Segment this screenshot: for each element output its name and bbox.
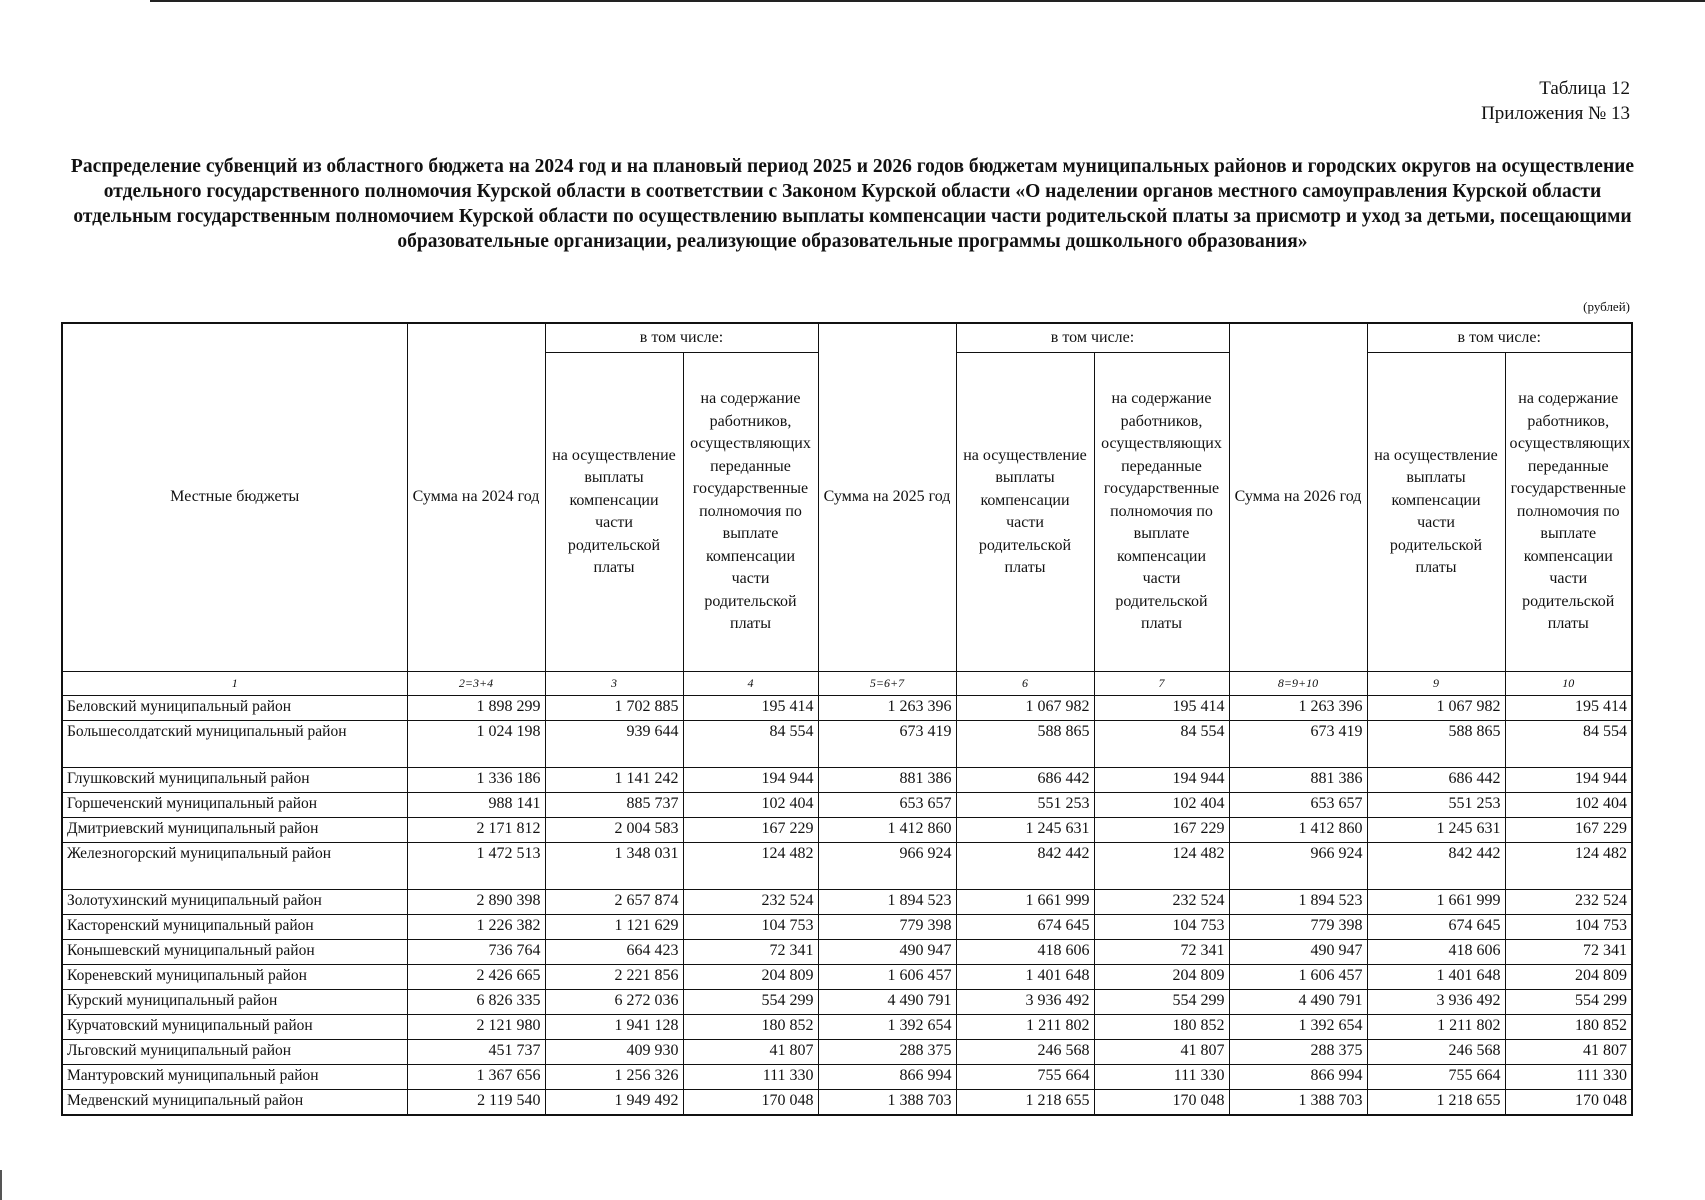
amount-cell: 2 657 874: [545, 890, 683, 915]
column-index: 1: [62, 672, 407, 696]
amount-cell: 102 404: [1505, 793, 1632, 818]
amount-cell: 6 826 335: [407, 990, 545, 1015]
header-payment-2024: на осуществление выплаты компенсации части родительской платы: [545, 353, 683, 672]
top-border-line: [150, 0, 1705, 2]
header-including-2024: в том числе:: [545, 323, 818, 353]
amount-cell: 111 330: [1505, 1065, 1632, 1090]
amount-cell: 686 442: [956, 768, 1094, 793]
amount-cell: 3 936 492: [956, 990, 1094, 1015]
amount-cell: 2 221 856: [545, 965, 683, 990]
amount-cell: 1 218 655: [1367, 1090, 1505, 1116]
amount-cell: 1 412 860: [1229, 818, 1367, 843]
amount-cell: 4 490 791: [1229, 990, 1367, 1015]
caption: [1481, 76, 1630, 126]
amount-cell: 84 554: [683, 721, 818, 768]
table-row: [62, 1090, 1632, 1116]
amount-cell: 41 807: [1505, 1040, 1632, 1065]
amount-cell: 232 524: [683, 890, 818, 915]
column-index: 6: [956, 672, 1094, 696]
amount-cell: 673 419: [818, 721, 956, 768]
district-name: Золотухинский муниципальный район: [62, 890, 407, 915]
column-index-row: [62, 672, 1632, 696]
amount-cell: 167 229: [683, 818, 818, 843]
amount-cell: 3 936 492: [1367, 990, 1505, 1015]
district-name: Курчатовский муниципальный район: [62, 1015, 407, 1040]
amount-cell: 2 171 812: [407, 818, 545, 843]
amount-cell: 104 753: [1505, 915, 1632, 940]
amount-cell: 1 141 242: [545, 768, 683, 793]
amount-cell: 418 606: [956, 940, 1094, 965]
district-name: Медвенский муниципальный район: [62, 1090, 407, 1116]
column-index: 10: [1505, 672, 1632, 696]
table-row: [62, 793, 1632, 818]
amount-cell: 755 664: [956, 1065, 1094, 1090]
column-index: 9: [1367, 672, 1505, 696]
amount-cell: 204 809: [1505, 965, 1632, 990]
amount-cell: 194 944: [683, 768, 818, 793]
amount-cell: 842 442: [956, 843, 1094, 890]
table-row: [62, 1065, 1632, 1090]
amount-cell: 1 898 299: [407, 696, 545, 721]
amount-cell: 1 211 802: [956, 1015, 1094, 1040]
table-row: [62, 890, 1632, 915]
amount-cell: 72 341: [1094, 940, 1229, 965]
amount-cell: 2 004 583: [545, 818, 683, 843]
column-index: 4: [683, 672, 818, 696]
amount-cell: 194 944: [1505, 768, 1632, 793]
amount-cell: 2 890 398: [407, 890, 545, 915]
amount-cell: 653 657: [818, 793, 956, 818]
amount-cell: 966 924: [818, 843, 956, 890]
amount-cell: 102 404: [683, 793, 818, 818]
header-payment-2026: на осуществление выплаты компенсации части родительской платы: [1367, 353, 1505, 672]
table-row: [62, 940, 1632, 965]
amount-cell: 664 423: [545, 940, 683, 965]
amount-cell: 490 947: [818, 940, 956, 965]
header-staff-2026: на содержание работников, осуществляющих переданные государственные полномочия по выплате компенсации части родительской платы: [1505, 353, 1632, 672]
amount-cell: 41 807: [683, 1040, 818, 1065]
amount-cell: 170 048: [1505, 1090, 1632, 1116]
table-body: [62, 696, 1632, 1116]
amount-cell: 1 401 648: [956, 965, 1094, 990]
amount-cell: 124 482: [683, 843, 818, 890]
table-row: [62, 721, 1632, 768]
table-number: Таблица 12: [1539, 78, 1630, 99]
district-name: Глушковский муниципальный район: [62, 768, 407, 793]
district-name: Касторенский муниципальный район: [62, 915, 407, 940]
amount-cell: 653 657: [1229, 793, 1367, 818]
amount-cell: 246 568: [956, 1040, 1094, 1065]
amount-cell: 988 141: [407, 793, 545, 818]
amount-cell: 102 404: [1094, 793, 1229, 818]
amount-cell: 866 994: [818, 1065, 956, 1090]
table-row: [62, 965, 1632, 990]
amount-cell: 1 218 655: [956, 1090, 1094, 1116]
amount-cell: 1 226 382: [407, 915, 545, 940]
amount-cell: 409 930: [545, 1040, 683, 1065]
amount-cell: 755 664: [1367, 1065, 1505, 1090]
amount-cell: 180 852: [683, 1015, 818, 1040]
amount-cell: 232 524: [1094, 890, 1229, 915]
amount-cell: 111 330: [683, 1065, 818, 1090]
amount-cell: 1 894 523: [1229, 890, 1367, 915]
amount-cell: 1 401 648: [1367, 965, 1505, 990]
district-name: Конышевский муниципальный район: [62, 940, 407, 965]
amount-cell: 41 807: [1094, 1040, 1229, 1065]
amount-cell: 736 764: [407, 940, 545, 965]
header-sum-2026: Сумма на 2026 год: [1229, 323, 1367, 672]
column-index: 5=6+7: [818, 672, 956, 696]
table-row: [62, 990, 1632, 1015]
district-name: Льговский муниципальный район: [62, 1040, 407, 1065]
header-including-2025: в том числе:: [956, 323, 1229, 353]
amount-cell: 554 299: [683, 990, 818, 1015]
header-staff-2024: на содержание работников, осуществляющих переданные государственные полномочия по выплате компенсации части родительской платы: [683, 353, 818, 672]
amount-cell: 1 024 198: [407, 721, 545, 768]
amount-cell: 1 263 396: [1229, 696, 1367, 721]
amount-cell: 1 606 457: [818, 965, 956, 990]
amount-cell: 554 299: [1094, 990, 1229, 1015]
amount-cell: 881 386: [1229, 768, 1367, 793]
table-row: [62, 915, 1632, 940]
column-index: 2=3+4: [407, 672, 545, 696]
amount-cell: 1 348 031: [545, 843, 683, 890]
amount-cell: 2 121 980: [407, 1015, 545, 1040]
amount-cell: 72 341: [683, 940, 818, 965]
amount-cell: 1 256 326: [545, 1065, 683, 1090]
district-name: Дмитриевский муниципальный район: [62, 818, 407, 843]
amount-cell: 966 924: [1229, 843, 1367, 890]
amount-cell: 1 949 492: [545, 1090, 683, 1116]
amount-cell: 1 245 631: [956, 818, 1094, 843]
amount-cell: 180 852: [1505, 1015, 1632, 1040]
district-name: Большесолдатский муниципальный район: [62, 721, 407, 768]
amount-cell: 111 330: [1094, 1065, 1229, 1090]
amount-cell: 674 645: [1367, 915, 1505, 940]
amount-cell: 1 894 523: [818, 890, 956, 915]
amount-cell: 1 367 656: [407, 1065, 545, 1090]
amount-cell: 1 245 631: [1367, 818, 1505, 843]
amount-cell: 180 852: [1094, 1015, 1229, 1040]
table-row: [62, 843, 1632, 890]
district-name: Беловский муниципальный район: [62, 696, 407, 721]
amount-cell: 1 941 128: [545, 1015, 683, 1040]
amount-cell: 418 606: [1367, 940, 1505, 965]
amount-cell: 204 809: [683, 965, 818, 990]
amount-cell: 1 263 396: [818, 696, 956, 721]
header-sum-2025: Сумма на 2025 год: [818, 323, 956, 672]
amount-cell: 170 048: [683, 1090, 818, 1116]
amount-cell: 1 067 982: [1367, 696, 1505, 721]
amount-cell: 451 737: [407, 1040, 545, 1065]
amount-cell: 939 644: [545, 721, 683, 768]
header-local-budgets: Местные бюджеты: [62, 323, 407, 672]
amount-cell: 195 414: [683, 696, 818, 721]
amount-cell: 167 229: [1505, 818, 1632, 843]
amount-cell: 1 472 513: [407, 843, 545, 890]
left-scan-edge: [0, 1170, 2, 1200]
amount-cell: 1 412 860: [818, 818, 956, 843]
amount-cell: 72 341: [1505, 940, 1632, 965]
amount-cell: 779 398: [818, 915, 956, 940]
amount-cell: 124 482: [1505, 843, 1632, 890]
amount-cell: 204 809: [1094, 965, 1229, 990]
amount-cell: 674 645: [956, 915, 1094, 940]
amount-cell: 246 568: [1367, 1040, 1505, 1065]
amount-cell: 779 398: [1229, 915, 1367, 940]
document-title: Распределение субвенций из областного бюджета на 2024 год и на плановый период 2025 и 2026 годов бюджетам муниципальных районов и городских округов на осуществление отдельного государственного полномочия Курской области в соответствии с Законом Курской области «О наделении органов местного самоуправления Курской области отдельным государственным полномочием Курской области по осуществлению выплаты компенсации части родительской платы за присмотр и уход за детьми, посещающими образовательные организации, реализующие образовательные программы дошкольного образования»: [70, 156, 1635, 252]
amount-cell: 554 299: [1505, 990, 1632, 1015]
district-name: Курский муниципальный район: [62, 990, 407, 1015]
amount-cell: 1 336 186: [407, 768, 545, 793]
amount-cell: 686 442: [1367, 768, 1505, 793]
amount-cell: 588 865: [1367, 721, 1505, 768]
district-name: Мантуровский муниципальный район: [62, 1065, 407, 1090]
amount-cell: 1 067 982: [956, 696, 1094, 721]
amount-cell: 167 229: [1094, 818, 1229, 843]
amount-cell: 194 944: [1094, 768, 1229, 793]
amount-cell: 551 253: [1367, 793, 1505, 818]
amount-cell: 1 661 999: [956, 890, 1094, 915]
amount-cell: 1 388 703: [1229, 1090, 1367, 1116]
amount-cell: 1 121 629: [545, 915, 683, 940]
amount-cell: 866 994: [1229, 1065, 1367, 1090]
amount-cell: 588 865: [956, 721, 1094, 768]
header-payment-2025: на осуществление выплаты компенсации части родительской платы: [956, 353, 1094, 672]
header-including-2026: в том числе:: [1367, 323, 1632, 353]
amount-cell: 881 386: [818, 768, 956, 793]
amount-cell: 195 414: [1094, 696, 1229, 721]
amount-cell: 195 414: [1505, 696, 1632, 721]
amount-cell: 124 482: [1094, 843, 1229, 890]
header-staff-2025: на содержание работников, осуществляющих переданные государственные полномочия по выплате компенсации части родительской платы: [1094, 353, 1229, 672]
header-sum-2024: Сумма на 2024 год: [407, 323, 545, 672]
amount-cell: 2 119 540: [407, 1090, 545, 1116]
appendix-number: Приложения № 13: [1481, 103, 1630, 124]
units-label: (рублей): [1583, 299, 1630, 314]
column-index: 8=9+10: [1229, 672, 1367, 696]
district-name: Горшеченский муниципальный район: [62, 793, 407, 818]
amount-cell: 551 253: [956, 793, 1094, 818]
amount-cell: 288 375: [818, 1040, 956, 1065]
amount-cell: 84 554: [1505, 721, 1632, 768]
amount-cell: 1 702 885: [545, 696, 683, 721]
amount-cell: 842 442: [1367, 843, 1505, 890]
amount-cell: 104 753: [1094, 915, 1229, 940]
amount-cell: 1 392 654: [1229, 1015, 1367, 1040]
district-name: Железногорский муниципальный район: [62, 843, 407, 890]
table-row: [62, 1015, 1632, 1040]
table-row: [62, 768, 1632, 793]
table-row: [62, 818, 1632, 843]
column-index: 3: [545, 672, 683, 696]
amount-cell: 4 490 791: [818, 990, 956, 1015]
amount-cell: 673 419: [1229, 721, 1367, 768]
amount-cell: 1 392 654: [818, 1015, 956, 1040]
table-row: [62, 1040, 1632, 1065]
amount-cell: 1 211 802: [1367, 1015, 1505, 1040]
table-row: [62, 696, 1632, 721]
amount-cell: 490 947: [1229, 940, 1367, 965]
column-index: 7: [1094, 672, 1229, 696]
amount-cell: 1 388 703: [818, 1090, 956, 1116]
amount-cell: 288 375: [1229, 1040, 1367, 1065]
amount-cell: 6 272 036: [545, 990, 683, 1015]
district-name: Кореневский муниципальный район: [62, 965, 407, 990]
amount-cell: 104 753: [683, 915, 818, 940]
amount-cell: 2 426 665: [407, 965, 545, 990]
amount-cell: 885 737: [545, 793, 683, 818]
amount-cell: 1 606 457: [1229, 965, 1367, 990]
amount-cell: 84 554: [1094, 721, 1229, 768]
subvention-table: [61, 322, 1633, 1116]
amount-cell: 1 661 999: [1367, 890, 1505, 915]
amount-cell: 170 048: [1094, 1090, 1229, 1116]
amount-cell: 232 524: [1505, 890, 1632, 915]
